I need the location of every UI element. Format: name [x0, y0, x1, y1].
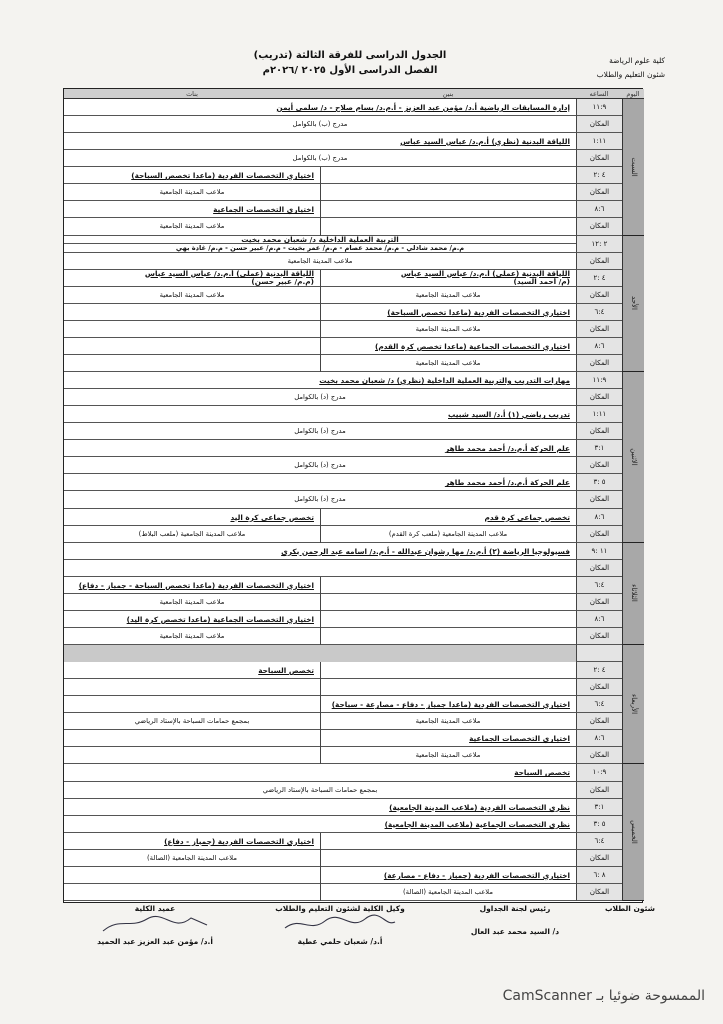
place-cell [64, 355, 320, 372]
subject-staff-line: (م.م/ عبير حسن) [64, 278, 320, 287]
time-slot: ١١:٩ [576, 372, 622, 389]
office-name: شئون التعليم والطلاب [596, 70, 665, 79]
day-cell [622, 764, 644, 901]
column-divider [320, 679, 321, 696]
subject-cell: تخصص جماعي كرة قدم [320, 509, 576, 526]
subject-cell [320, 167, 576, 184]
time-slot: ١١:٩ [576, 99, 622, 116]
time-slot: ٤ :٢ [576, 270, 622, 287]
subject-cell: اختياري التخصصات الجماعية (ماعدا تخصص كرة القدم) [320, 338, 576, 355]
column-divider [320, 850, 321, 867]
place-cell [64, 679, 320, 696]
time-slot: ١:١١ [576, 133, 622, 150]
place-label: المكان [576, 116, 622, 133]
column-divider [320, 304, 321, 321]
column-divider [320, 696, 321, 713]
subject-cell: اختياري التخصصات الفردية (ماعدا تخصص السباحة - جمباز - دفاع) [64, 577, 320, 594]
place-label: المكان [576, 713, 622, 730]
column-head-group-b: بنات [64, 89, 320, 99]
time-slot: ٣:١ [576, 440, 622, 457]
place-label: المكان [576, 679, 622, 696]
column-divider [320, 287, 321, 304]
day-label: الخميس [629, 820, 638, 845]
subject-cell: التربية العملية الداخلية د/ شعبان محمد بخيت [64, 236, 576, 245]
time-slot: ٨:٦ [576, 338, 622, 355]
subject-cell [320, 662, 576, 679]
column-divider [320, 218, 321, 235]
column-divider [320, 577, 321, 594]
subject-cell: اختياري التخصصات الجماعية [64, 201, 320, 218]
subject-cell: تدريب رياضي (١) أ.د/ السيد شبيب [64, 406, 576, 423]
place-cell [320, 218, 576, 235]
schedule-term: الفصل الدراسى الأول ٢٠٢٥ /٢٠٢٦م [262, 65, 438, 76]
day-label: الأربعاء [629, 694, 638, 715]
place-cell: مدرج (د) بالكوامل [64, 423, 576, 440]
place-cell: ملاعب المدينة الجامعية [64, 218, 320, 235]
time-slot: ٤ :٢ [576, 662, 622, 679]
time-slot: ٨ :٦ [576, 867, 622, 884]
subject-staff-line: م.م/ محمد شاذلي - م.م/ محمد عصام - م.م/ عمر بخيت - م.م/ عبير حسن - م.م/ غادة بهي [64, 244, 576, 253]
time-slot: ٤ :٢ [576, 167, 622, 184]
place-cell: ملاعب المدينة الجامعية [320, 321, 576, 338]
time-slot: ٥ :٣ [576, 816, 622, 833]
scanner-footer: الممسوحة ضوئيا بـ CamScanner [502, 988, 705, 1004]
subject-cell [320, 611, 576, 628]
place-cell: ملاعب المدينة الجامعية [64, 287, 320, 304]
place-label: المكان [576, 526, 622, 543]
time-slot: ٦:٤ [576, 696, 622, 713]
column-divider [320, 270, 321, 287]
time-slot: ٨:٦ [576, 509, 622, 526]
handwritten-signature-icon [95, 913, 215, 935]
subject-cell: فسيولوجيا الرياضة (٢) أ.م.د/ مها رشوان عبدالله - أ.م.د/ اسامه عبد الرحمن بكري [64, 543, 576, 560]
column-divider [320, 526, 321, 543]
subject-cell [64, 338, 320, 355]
place-cell: ملاعب المدينة الجامعية (الصالة) [64, 850, 320, 867]
place-label: المكان [576, 389, 622, 406]
time-slot: ٣:١ [576, 799, 622, 816]
column-divider [320, 167, 321, 184]
time-slot: ١١ :٩ [576, 543, 622, 560]
day-label: السبت [629, 157, 638, 177]
column-divider [320, 662, 321, 679]
place-cell: مدرج (د) بالكوامل [64, 457, 576, 474]
place-label: المكان [576, 287, 622, 304]
time-slot: ٦:٤ [576, 304, 622, 321]
time-slot: ٨:٦ [576, 201, 622, 218]
place-label: المكان [576, 782, 622, 799]
day-label: الأحد [629, 296, 638, 311]
subject-cell: تخصص جماعي كرة اليد [64, 509, 320, 526]
place-cell: ملاعب المدينة الجامعية [64, 253, 576, 270]
place-cell [320, 594, 576, 611]
day-label: الاثنين [629, 448, 638, 466]
place-cell: مدرج (ب) بالكوامل [64, 116, 576, 133]
place-label: المكان [576, 491, 622, 508]
column-head-day: اليوم [622, 89, 644, 99]
subject-staff-line: (م/ أحمد السيد) [320, 278, 576, 287]
column-divider [320, 611, 321, 628]
schedule-table [63, 88, 643, 903]
day-cell [622, 99, 644, 236]
subject-cell [320, 201, 576, 218]
column-divider [320, 833, 321, 850]
column-divider [320, 201, 321, 218]
column-divider [320, 509, 321, 526]
place-cell: بمجمع حمامات السباحة بالإستاد الرياضي [64, 782, 576, 799]
column-divider [320, 355, 321, 372]
schedule-title: الجدول الدراسى للفرقة الثالثة (تدريب) [253, 50, 447, 61]
place-cell [64, 560, 576, 577]
column-divider [320, 628, 321, 645]
place-cell: مدرج (ب) بالكوامل [64, 150, 576, 167]
time-slot: ٦:٤ [576, 833, 622, 850]
place-cell: ملاعب المدينة الجامعية (ملعب البلاط) [64, 526, 320, 543]
subject-cell [320, 833, 576, 850]
subject-cell: اختياري التخصصات الجماعية (ماعدا تخصص كرة اليد) [64, 611, 320, 628]
subject-cell: اللياقة البدنية (عملي) أ.م.د/ عباس السيد عباس [144, 269, 314, 278]
place-cell: ملاعب المدينة الجامعية [64, 594, 320, 611]
column-divider [320, 713, 321, 730]
place-cell: مدرج (د) بالكوامل [64, 491, 576, 508]
column-divider [320, 338, 321, 355]
subject-cell: مهارات التدريب والتربية العملية الداخلية (نظري) د/ شعبان محمد بخيت [64, 372, 576, 389]
time-slot: ١:١١ [576, 406, 622, 423]
place-label: المكان [576, 560, 622, 577]
signature-block [60, 898, 660, 953]
time-slot: ٦:٤ [576, 577, 622, 594]
place-label: المكان [576, 457, 622, 474]
place-cell: ملاعب المدينة الجامعية (ملعب كرة القدم) [320, 526, 576, 543]
header-institution [545, 54, 665, 82]
place-cell: ملاعب المدينة الجامعية [64, 628, 320, 645]
place-label: المكان [576, 184, 622, 201]
subject-cell [64, 730, 320, 747]
subject-cell: اختياري التخصصات الفردية (جمباز - دفاع - مصارعة) [320, 867, 576, 884]
subject-cell [320, 577, 576, 594]
subject-cell: علم الحركة أ.م.د/ أحمد محمد طاهر [64, 440, 576, 457]
place-cell [64, 321, 320, 338]
subject-cell: علم الحركة أ.م.د/ أحمد محمد طاهر [64, 474, 576, 491]
subject-cell: إدارة المسابقات الرياضية أ.د/ مؤمن عبد العزيز - أ.م.د/ بسام صلاح - د/ سلمى أيمن [64, 99, 576, 116]
place-cell: ملاعب المدينة الجامعية [320, 713, 576, 730]
subject-cell: اختياري التخصصات الفردية (ماعدا تخصص السباحة) [64, 167, 320, 184]
column-divider [320, 594, 321, 611]
place-cell: ملاعب المدينة الجامعية [320, 287, 576, 304]
day-cell [622, 645, 644, 764]
column-head-group-a: بنين [320, 89, 576, 99]
time-slot: ٢ :١٢ [576, 236, 622, 253]
place-cell: ملاعب المدينة الجامعية [64, 184, 320, 201]
subject-cell: تخصص السباحة [64, 662, 320, 679]
place-label: المكان [576, 321, 622, 338]
place-cell [320, 184, 576, 201]
handwritten-signature-icon [280, 913, 400, 935]
column-divider [320, 867, 321, 884]
time-slot: ٨:٦ [576, 611, 622, 628]
subject-cell: تخصص السباحة [64, 764, 576, 781]
time-slot: ٨:٦ [576, 730, 622, 747]
place-cell [320, 850, 576, 867]
header-title-block [200, 48, 500, 78]
place-label: المكان [576, 594, 622, 611]
place-label: المكان [576, 628, 622, 645]
subject-cell: اختياري التخصصات الفردية (ماعدا تخصص السباحة) [320, 304, 576, 321]
place-label: المكان [576, 355, 622, 372]
subject-cell: نظري التخصصات الفردية (ملاعب المدينة الجامعية) [64, 799, 576, 816]
place-label: المكان [576, 150, 622, 167]
column-divider [320, 321, 321, 338]
place-cell: ملاعب المدينة الجامعية (الصالة) [320, 884, 576, 901]
place-cell: مدرج (د) بالكوامل [64, 389, 576, 406]
time-slot: ١٠:٩ [576, 764, 622, 781]
time-slot [576, 645, 622, 662]
subject-cell: اختياري التخصصات الفردية (جمباز - دفاع) [64, 833, 320, 850]
place-cell: ملاعب المدينة الجامعية [320, 355, 576, 372]
day-cell [622, 236, 644, 373]
subject-cell: اختياري التخصصات الجماعية [320, 730, 576, 747]
signature-vice-dean: وكيل الكلية لشئون التعليم والطلاب أ.د/ شعبان حلمي عطية [275, 904, 405, 946]
place-label: المكان [576, 253, 622, 270]
subject-cell: اللياقة البدنية (عملي) أ.م.د/ عباس السيد عباس [400, 269, 570, 278]
column-divider [320, 184, 321, 201]
place-cell: ملاعب المدينة الجامعية [320, 747, 576, 764]
column-divider [320, 747, 321, 764]
subject-cell [64, 304, 320, 321]
place-label: المكان [576, 218, 622, 235]
day-label: الثلاثاء [629, 584, 638, 603]
place-label: المكان [576, 850, 622, 867]
subject-cell [64, 696, 320, 713]
day-cell [622, 543, 644, 645]
signature-student-affairs: شئون الطلاب [604, 904, 656, 913]
college-name: كلية علوم الرياضة [609, 56, 665, 65]
subject-cell: اللياقة البدنية (نظري) أ.م.د/ عباس السيد عباس [64, 133, 576, 150]
column-divider [320, 730, 321, 747]
signature-dean: عميد الكلية أ.د/ مؤمن عبد العزيز عبد الحميد [80, 904, 230, 946]
place-cell [320, 679, 576, 696]
subject-cell: نظري التخصصات الجماعية (ملاعب المدينة الجامعية) [64, 816, 576, 833]
place-cell [64, 747, 320, 764]
signature-schedule-committee: رئيس لجنة الجداول د/ السيد محمد عبد العال [470, 904, 560, 936]
place-cell [320, 628, 576, 645]
column-head-time: الساعه [576, 89, 622, 99]
gray-band [64, 645, 576, 662]
subject-cell [64, 867, 320, 884]
time-slot: ٥ :٣ [576, 474, 622, 491]
place-label: المكان [576, 423, 622, 440]
place-label: المكان [576, 884, 622, 901]
place-cell: بمجمع حمامات السباحة بالإستاد الرياضي [64, 713, 320, 730]
subject-cell: اختياري التخصصات الفردية (ماعدا جمباز - دفاع - مصارعة - سباحة) [320, 696, 576, 713]
day-cell [622, 372, 644, 543]
place-label: المكان [576, 747, 622, 764]
